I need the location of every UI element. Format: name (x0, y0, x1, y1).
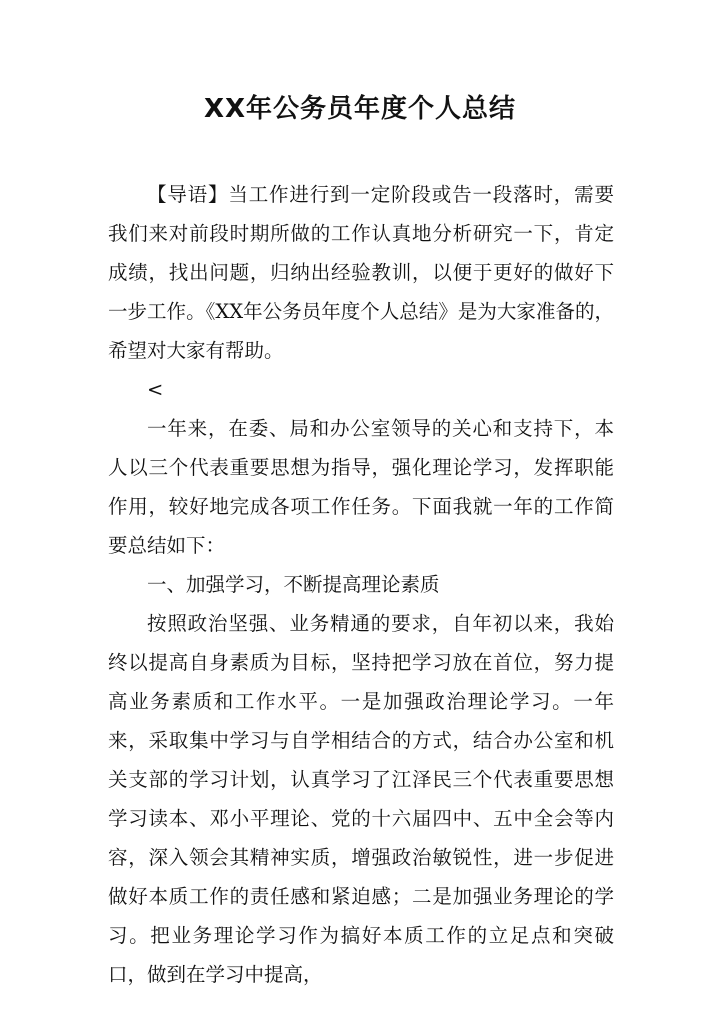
document-body (108, 175, 614, 994)
document-title: XX年公务员年度个人总结 (203, 94, 517, 124)
section-heading: 一、加强学习，不断提高理论素质 (147, 573, 440, 596)
study-paragraph: 按照政治坚强、业务精通的要求，自年初以来，我始终以提高自身素质为目标，坚持把学习放在首位，努力提高业务素质和工作水平。一是加强政治理论学习。一年来，采取集中学习与自学相结合的方式，结合办公室和机关支部的学习计划，认真学习了江泽民三个代表重要思想学习读本、邓小平理论、党的十六届四中、五中全会等内容，深入领会其精神实质，增强政治敏锐性，进一步促进做好本质工作的责任感和紧迫感；二是加强业务理论的学习。把业务理论学习作为搞好本质工作的立足点和突破口，做到在学习中提高， (108, 612, 614, 986)
intro-paragraph: 【导语】当工作进行到一定阶段或告一段落时，需要我们来对前段时期所做的工作认真地分析研究一下，肯定成绩，找出问题，归纳出经验教训，以便于更好的做好下一步工作。《XX年公务员年度个人总结》是为大家准备的，希望对大家有帮助。 (108, 183, 614, 362)
bracket-line: < (147, 378, 164, 401)
summary-paragraph: 一年来，在委、局和办公室领导的关心和支持下，本人以三个代表重要思想为指导，强化理论学习，发挥职能作用，较好地完成各项工作任务。下面我就一年的工作简要总结如下： (108, 417, 614, 557)
